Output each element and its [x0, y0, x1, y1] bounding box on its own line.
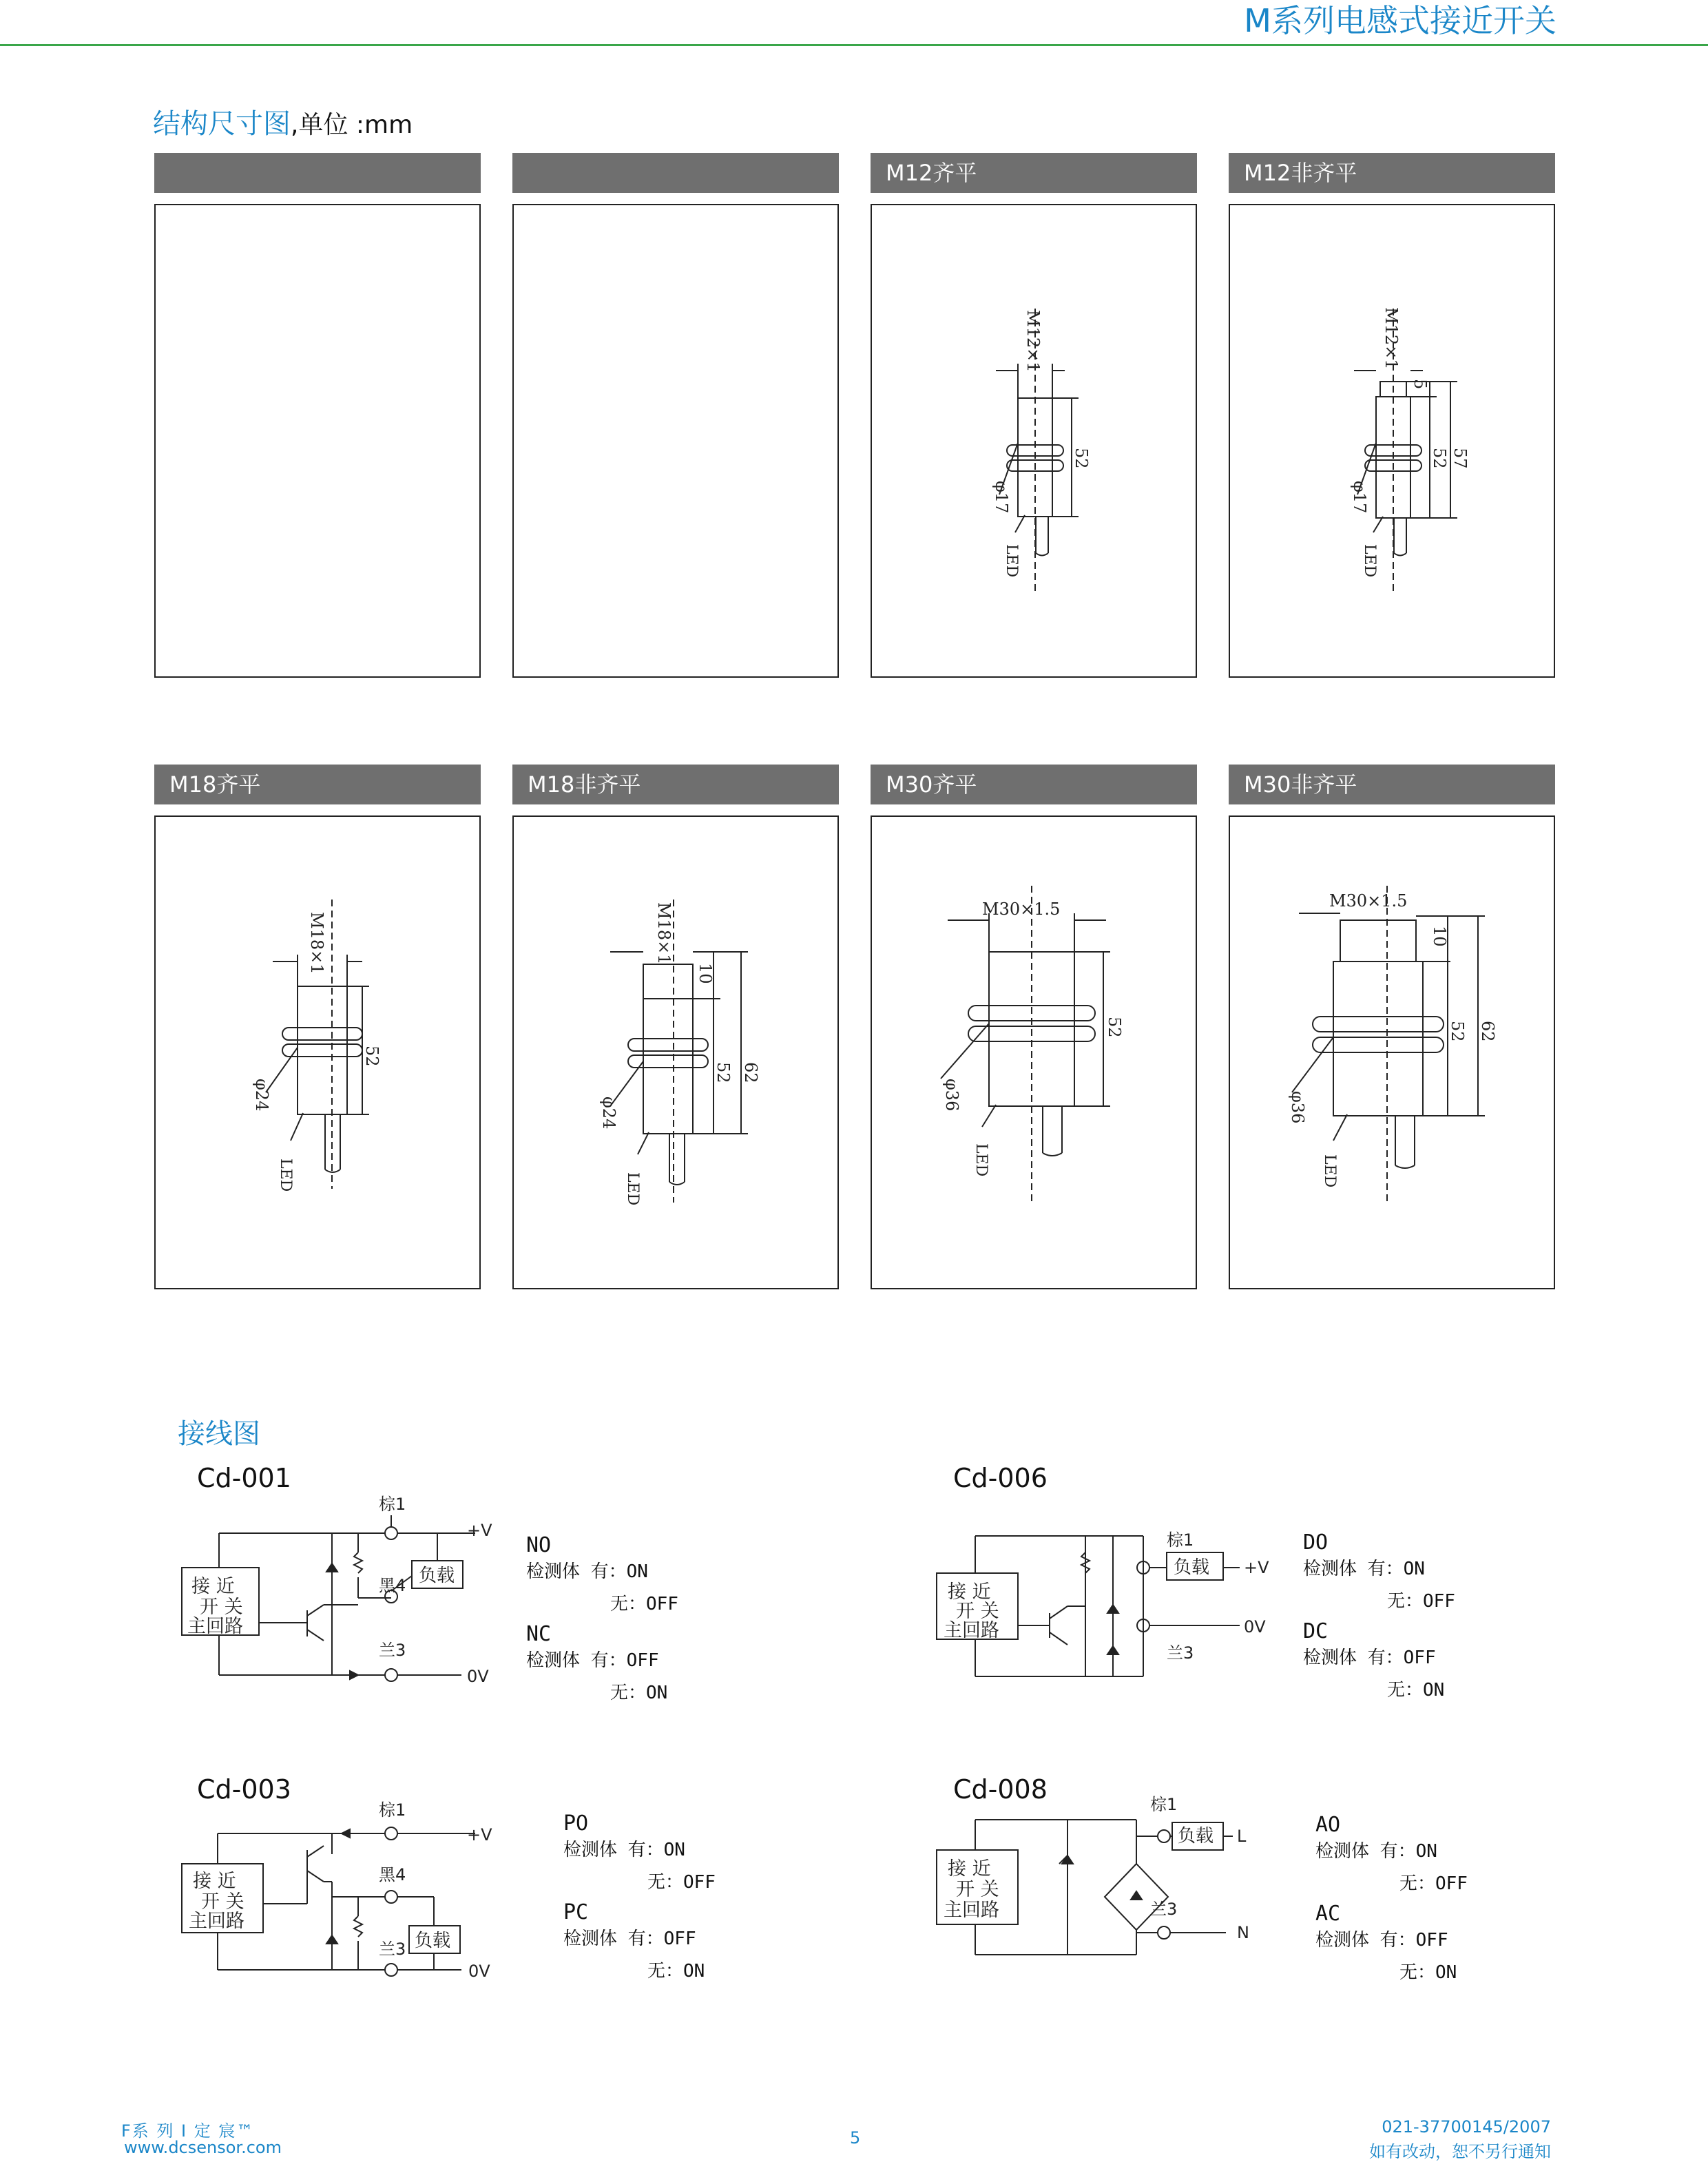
dimensions-section-title [153, 102, 413, 141]
cd001-box-line1: 接 近 [191, 1576, 235, 1597]
cd001-legend-line: 检测体 有：OFF [526, 1650, 659, 1671]
cd001-brown-label: 棕1 [379, 1495, 406, 1514]
cd001-vplus-label: +V [467, 1521, 492, 1540]
footer-series: F系 列 I 定 宸™ [121, 2121, 255, 2141]
drawing-panel-m18-flush [154, 815, 481, 1289]
cd003-load-label: 负载 [415, 1931, 451, 1951]
m30-nonflush-length-label: 52 [1448, 1021, 1467, 1042]
cd006-box-line2: 开 关 [956, 1601, 999, 1622]
cd006-blue-label: 兰3 [1167, 1643, 1194, 1663]
cd001-blue-label: 兰3 [379, 1641, 406, 1660]
page-header-title: M系列电感式接近开关 [1244, 2, 1556, 39]
m18-nonflush-length-label: 52 [714, 1062, 733, 1083]
m18-nonflush-thread-label: M18×1 [654, 902, 674, 965]
cd008-legend-line: 无：ON [1399, 1962, 1457, 1983]
footer-website-link[interactable]: www.dcsensor.com [124, 2138, 282, 2157]
m12-flush-led-label: LED [1003, 544, 1020, 578]
cd003-legend-po: PO [563, 1811, 589, 1836]
cd006-box-line3: 主回路 [944, 1620, 999, 1641]
drawing-panel-m30-flush [871, 815, 1197, 1289]
cd008-code: Cd-008 [953, 1774, 1048, 1805]
cd006-brown-label: 棕1 [1167, 1530, 1194, 1550]
cd003-box-line1: 接 近 [193, 1871, 236, 1892]
cd003-black-label: 黑4 [379, 1865, 406, 1884]
cd008-legend-ao: AO [1315, 1813, 1341, 1837]
m30-flush-diameter-label: φ36 [942, 1079, 961, 1112]
panel-head-m12-flush: M12齐平 [871, 153, 1197, 193]
drawing-panel-2 [512, 204, 839, 678]
cd006-0v-label: 0V [1244, 1617, 1266, 1636]
m18-nonflush-led-label: LED [624, 1172, 641, 1206]
cd008-legend [1315, 1813, 1468, 1984]
cd003-legend [563, 1811, 716, 1982]
cd003-legend-line: 无：OFF [647, 1872, 716, 1893]
cd003-circuit [172, 1795, 503, 1995]
m12-flush-thread-label: M12×1 [1023, 310, 1043, 373]
cd003-code: Cd-003 [197, 1774, 291, 1805]
cd006-legend-line: 无：OFF [1387, 1591, 1455, 1612]
cd001-code: Cd-001 [197, 1463, 291, 1493]
dimensions-title: 结构尺寸图 [153, 108, 291, 140]
m18-nonflush-length2-label: 62 [741, 1062, 760, 1083]
m30-flush-thread-label: M30×1.5 [982, 900, 1061, 919]
m12-nonflush-led-label: LED [1361, 544, 1378, 578]
m30-nonflush-led-label: LED [1321, 1154, 1338, 1188]
cd006-vplus-label: +V [1244, 1558, 1269, 1577]
page-number: 5 [850, 2128, 861, 2148]
cd001-legend [526, 1533, 678, 1704]
cd008-legend-line: 无：OFF [1399, 1873, 1468, 1894]
drawing-panel-m30-nonflush [1229, 815, 1555, 1289]
cd003-vplus-label: +V [467, 1825, 492, 1844]
cd008-legend-line: 检测体 有：OFF [1315, 1930, 1448, 1951]
cd008-legend-line: 检测体 有：ON [1315, 1841, 1437, 1862]
cd008-n-label: N [1237, 1923, 1249, 1942]
m30-flush-led-label: LED [972, 1143, 990, 1177]
panel-head-m18-nonflush: M18非齐平 [512, 765, 839, 804]
m12-nonflush-diameter-label: φ17 [1350, 481, 1369, 514]
cd003-box-line3: 主回路 [189, 1911, 244, 1932]
cd006-load-label: 负载 [1174, 1557, 1210, 1578]
cd003-blue-label: 兰3 [379, 1940, 406, 1959]
m18-flush-led-label: LED [277, 1158, 294, 1192]
cd001-box-line2: 开 关 [200, 1597, 243, 1618]
panel-head-1 [154, 153, 481, 193]
cd008-load-label: 负载 [1178, 1826, 1214, 1847]
m12-flush-length-label: 52 [1072, 448, 1091, 469]
m12-flush-diameter-label: φ17 [992, 481, 1011, 514]
drawing-panel-m12-nonflush [1229, 204, 1555, 678]
panel-head-m30-nonflush: M30非齐平 [1229, 765, 1555, 804]
m18-nonflush-diameter-label: φ24 [599, 1096, 618, 1130]
cd006-legend-line: 检测体 有：OFF [1303, 1648, 1436, 1668]
cd006-circuit [930, 1495, 1274, 1694]
cd001-legend-no: NO [526, 1533, 552, 1557]
m18-flush-thread-label: M18×1 [307, 912, 326, 975]
cd008-circuit [930, 1795, 1274, 1995]
cd006-legend-dc: DC [1303, 1619, 1329, 1643]
cd001-legend-line: 无：ON [610, 1683, 668, 1703]
cd008-legend-ac: AC [1315, 1902, 1341, 1926]
cd008-box-line1: 接 近 [948, 1858, 991, 1880]
cd008-box-line2: 开 关 [956, 1879, 999, 1900]
cd001-legend-line: 无：OFF [610, 1594, 678, 1614]
cd001-load-label: 负载 [419, 1566, 455, 1586]
cd001-legend-nc: NC [526, 1622, 552, 1646]
cd001-circuit [172, 1495, 492, 1694]
m12-nonflush-length2-label: 57 [1450, 448, 1470, 469]
m30-flush-length-label: 52 [1105, 1017, 1124, 1038]
cd001-black-label: 黑4 [379, 1576, 406, 1595]
cd003-legend-line: 无：ON [647, 1961, 705, 1982]
m30-nonflush-length2-label: 62 [1478, 1021, 1497, 1042]
m18-nonflush-proj-label: 10 [696, 963, 715, 984]
cd003-0v-label: 0V [468, 1962, 490, 1981]
m30-nonflush-proj-label: 10 [1430, 926, 1449, 947]
cd008-box-line3: 主回路 [944, 1900, 999, 1921]
cd001-box-line3: 主回路 [187, 1616, 243, 1637]
footer-phone: 021-37700145/2007 [1382, 2117, 1551, 2137]
cd003-legend-pc: PC [563, 1900, 589, 1924]
cd008-brown-label: 棕1 [1150, 1795, 1178, 1814]
panel-head-m12-nonflush: M12非齐平 [1229, 153, 1555, 193]
cd003-legend-line: 检测体 有：ON [563, 1840, 685, 1860]
cd003-legend-line: 检测体 有：OFF [563, 1929, 696, 1949]
cd006-legend [1303, 1530, 1455, 1701]
drawing-panel-m18-nonflush [512, 815, 839, 1289]
cd003-box-line2: 开 关 [201, 1891, 244, 1913]
cd006-code: Cd-006 [953, 1463, 1048, 1493]
drawing-panel-m12-flush [871, 204, 1197, 678]
m30-nonflush-diameter-label: φ36 [1288, 1091, 1307, 1124]
m18-flush-length-label: 52 [362, 1046, 382, 1067]
cd006-box-line1: 接 近 [948, 1581, 991, 1603]
cd008-l-label: L [1237, 1827, 1247, 1846]
panel-head-2 [512, 153, 839, 193]
cd008-blue-label: 兰3 [1150, 1900, 1178, 1919]
cd001-legend-line: 检测体 有：ON [526, 1561, 648, 1582]
cd001-0v-label: 0V [467, 1667, 489, 1686]
m12-nonflush-proj-label: 5 [1410, 379, 1430, 390]
footer-notice: 如有改动，恕不另行通知 [1369, 2142, 1551, 2161]
panel-head-m30-flush: M30齐平 [871, 765, 1197, 804]
m12-nonflush-length-label: 52 [1430, 448, 1449, 469]
header-divider [0, 44, 1708, 46]
cd003-brown-label: 棕1 [379, 1800, 406, 1820]
dimensions-unit: ,单位 :mm [291, 111, 413, 139]
m30-nonflush-thread-label: M30×1.5 [1329, 891, 1408, 911]
drawing-panel-1 [154, 204, 481, 678]
cd006-legend-do: DO [1303, 1530, 1329, 1555]
panel-head-m18-flush: M18齐平 [154, 765, 481, 804]
cd006-legend-line: 检测体 有：ON [1303, 1559, 1425, 1579]
cd006-legend-line: 无：ON [1387, 1680, 1445, 1701]
m12-nonflush-thread-label: M12×1 [1382, 307, 1401, 370]
wiring-section-title: 接线图 [178, 1418, 260, 1450]
m18-flush-diameter-label: φ24 [252, 1079, 271, 1112]
